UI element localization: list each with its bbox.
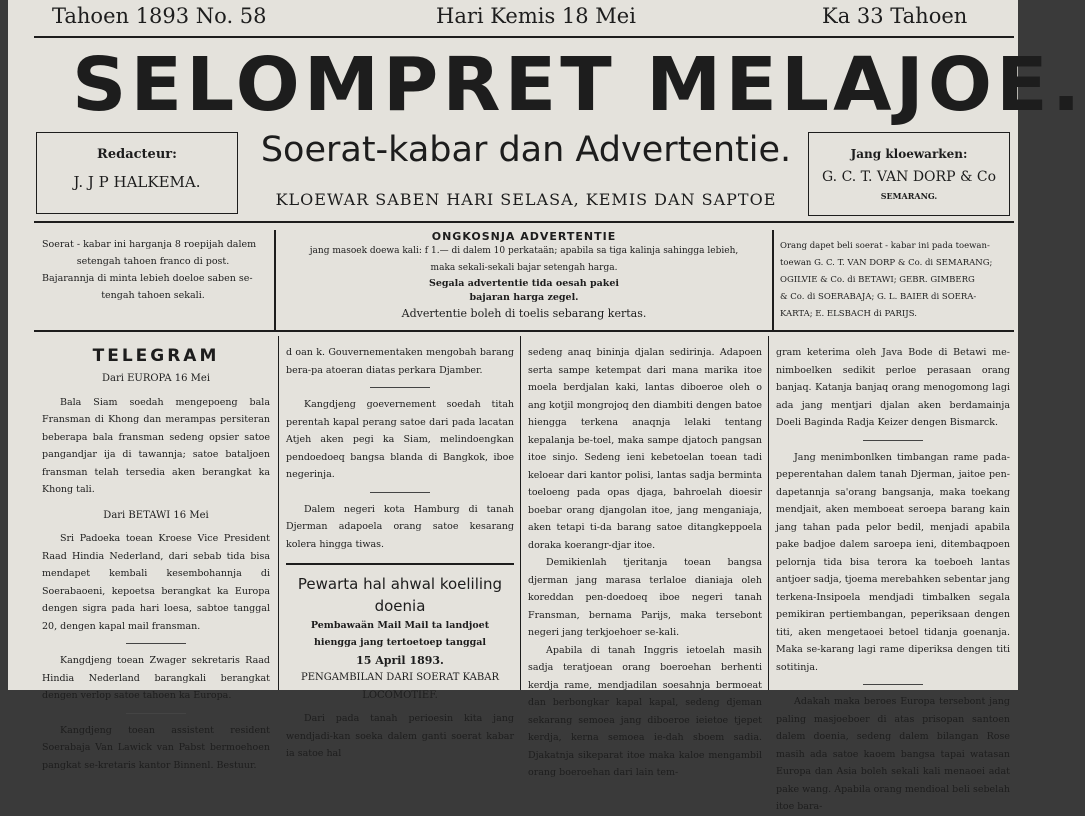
col4-paragraph-3: Adakah maka beroes Europa tersebont jang paling masjoeboer di atas prisopan santoen dalem doenia, sedeng dalem bilangan Rose masih ada satoe kaoem bangsa tapai watasan Europa dan Asia boleh sekali kali menaoei adat pake wang. Apabila orang mendioal beli sebelah itoe bara- — [776, 696, 1010, 812]
rule-under-info — [34, 330, 1014, 332]
editor-box — [36, 132, 238, 214]
col4-paragraph-1: gram keterima oleh Java Bode di Betawi me-nimboelken sedikit perloe perasaan orang banjaq. Katanja banjaq orang menogomong lagi ada jang mentjari djalan aken berdamainja Doeli Baginda Radja Keizer dengen Bismarck. — [776, 347, 1010, 428]
col3-paragraph-1: sedeng anaq bininja djalan sedirinja. Adapoen serta sampe ketempat dari mana marika itoe moela berdjalan kaki, lantas diboeroe oleh o ang kotjil mongrojoq den diambiti dengen batoe hiengga terkena anaqnja lelaki tentang kepalanja be-toel, maka sampe djatoch pangsan itoe sinjo. Sedeng ieni kebetoelan toean tadi keloear dari kantor polisi, lantas sadja berminta toeloeng pada opas djaga, bahroelah dioesir boebar orang djangolan itoe, jang menganiaja, aken tetapi ti-da barang satoe ditangkeppoela doraka koerangr-djar itoe. — [528, 347, 762, 551]
telegram-dateline-2: Dari BETAWI 16 Mei — [103, 509, 209, 521]
publisher-box — [808, 132, 1010, 216]
ad-rates-title: ONGKOSNJA ADVERTENTIE — [431, 230, 617, 243]
travel-news-sub-1: Pembawaän Mail Mail ta landjoet — [310, 619, 490, 631]
price-line-4: tengah tahoen sekali. — [101, 290, 205, 301]
col2-paragraph-3: Dalem negeri kota Hamburg di tanah Djerman adapoela orang satoe kesarang kolera hingga tiwas. — [286, 503, 514, 550]
agents-line-2: toewan G. C. T. VAN DORP & Co. di SEMARANG; — [780, 258, 993, 268]
telegram-heading: TELEGRAM — [92, 346, 220, 366]
agents-line-5: KARTA; E. ELSBACH di PARIJS. — [780, 309, 917, 319]
separator — [863, 684, 923, 685]
price-line-2: setengah tahoen franco di post. — [76, 256, 230, 267]
separator — [863, 440, 923, 441]
col2-paragraph-1: d oan k. Gouvernementaken mengobah barang bera-pa atoeran diatas perkara Djamber. — [286, 347, 514, 376]
agents-notice — [780, 238, 1014, 323]
travel-news-sub-2: hiengga jang tertoetoep tanggal — [313, 637, 487, 648]
separator — [126, 713, 186, 714]
issue-date: Hari Kemis 18 Mei — [436, 4, 636, 28]
price-line-3: Bajarannja di minta lebieh doeloe saben se- — [42, 273, 253, 284]
agents-line-4: & Co. di SOERABAJA; G. L. BAIER di SOERA- — [780, 292, 977, 302]
agents-line-3: OGILVIE & Co. di BETAWI; GEBR. GIMBERG — [780, 275, 975, 285]
editor-name: J. J P HALKEMA. — [73, 173, 201, 191]
col4-paragraph-2: Jang menimbonlken timbangan rame pada-peperentahan dalem tanah Djerman, jaitoe pen-dapetannja sa'orang bangsanja, maka toekang mendjait, aken memboeat seroepa barang kain jang tahan pada pelor bedil, menjadi apabila pake badjoe dalem saroepa ieni, ditembaqpoen pelornja tida bisa terora ka toeboeh lantas antjoer sadja, tjoema merebahken sebentar jang terkena-Insipoela mendjadi timbalken segala pemikiran pertiembangan, peperiksaan dengen titi, aken mengetaoei betoel tidanja goenanja. Maka se-karang lagi rame diperiksa dengen titi sotitinja. — [776, 451, 1010, 673]
newspaper-page — [8, 0, 1085, 812]
travel-news-source: PENGAMBILAN DARI SOERAT KABAR — [300, 672, 499, 683]
price-notice — [42, 236, 264, 304]
column-telegram — [42, 344, 270, 771]
telegram-paragraph-2: Sri Padoeka toean Kroese Vice President Raad Hindia Nederland, dari sebab tida bisa mendapet kembali kesembohannja di Soerabaoeni, kepoetsa berangkat ka Europa dengen sigra pada hari loesa, sabtoe tanggal 20, dengen kapal mail fransman. — [42, 533, 270, 632]
ad-rates-line-1: jang masoek doewa kali: f 1.— di dalem 10 perkataän; apabila sa tiga kalinja sahingga lebieh, — [309, 246, 739, 256]
agents-line-1: Orang dapet beli soerat - kabar ini pada toewan- — [780, 241, 990, 251]
editor-label: Redacteur: — [97, 147, 177, 162]
price-line-1: Soerat - kabar ini harganja 8 roepijah dalem — [42, 239, 257, 250]
publisher-city: SEMARANG. — [880, 191, 938, 201]
section-rule — [286, 563, 514, 565]
top-rule — [34, 36, 1014, 38]
col3-paragraph-2: Demikienlah tjeritanja toean bangsa djerman jang marasa terlaloe dianiaja oleh koreddan pen-doedoeq iboe negeri tanah Fransman, bernama Parijs, maka tersebont negeri jang terkjoehoer se-kali. — [528, 557, 762, 638]
travel-news-date: 15 April 1893. — [356, 653, 444, 667]
ad-rates-line-5: Advertentie boleh di toelis sebarang kertas. — [401, 307, 647, 320]
column-divider-2 — [520, 336, 521, 690]
rule-under-masthead — [34, 221, 1014, 223]
telegram-paragraph-4: Kangdjeng toean assistent resident Soerabaja Van Lawick van Pabst bermoehoen pangkat se-kretaris kantor Binnenl. Bestuur. — [42, 724, 270, 771]
telegram-paragraph-1: Bala Siam soedah mengepoeng bala Fransman di Khong dan merampas persiteran beberapa bala fransman sedeng opsier satoe pangandjar ija di tawannja; satoe bataljoen fransman telah tersedia aken berangkat ka Khong tali. — [42, 396, 270, 495]
publisher-label: Jang kloewarken: — [850, 147, 968, 161]
col2-paragraph-2: Kangdjeng goevernement soedah titah perentah kapal perang satoe dari pada lacatan Atjeh aken pegi ka Siam, melindoengkan pendoedoeq bangsa blanda di Bangkok, iboe negerinja. — [286, 399, 514, 480]
publisher-name: G. C. T. VAN DORP & Co — [821, 169, 996, 185]
column-two — [286, 344, 514, 759]
schedule-line: KLOEWAR SABEN HARI SELASA, KEMIS DAN SAPTOE — [275, 190, 777, 209]
column-four — [776, 344, 1010, 812]
separator — [370, 492, 430, 493]
masthead-title: SELOMPRET MELAJOE. — [72, 42, 1085, 128]
telegram-paragraph-3: Kangdjeng toean Zwager sekretaris Raad Hindia Nederland barangkali berangkat dengen verlop satoe tahoen ka Europa. — [42, 655, 270, 701]
travel-news-source-name: LOCOMOTIEF. — [362, 689, 438, 701]
column-divider-1 — [278, 336, 279, 690]
travel-news-heading: Pewarta hal ahwal koeliling doenia — [297, 574, 503, 615]
subtitle: Soerat-kabar dan Advertentie. — [260, 130, 792, 170]
col2-paragraph-4: Dari pada tanah perioesin kita jang wendjadi-kan soeka dalem ganti soerat kabar ia satoe hal — [286, 713, 514, 759]
info-divider-left — [274, 230, 276, 330]
telegram-dateline-1: Dari EUROPA 16 Mei — [101, 373, 211, 384]
column-three — [528, 344, 762, 778]
info-divider-right — [772, 230, 774, 330]
ad-rates-line-2: maka sekali-sekali bajar setengah harga. — [430, 263, 618, 273]
advertisement-rates — [280, 230, 768, 323]
ad-rates-line-4: bajaran harga zegel. — [469, 292, 579, 303]
col3-paragraph-3: Apabila di tanah Inggris ietoelah masih sadja teratjoean orang boeroehan berhenti kerdja rame, mendjadilan soesahnja bermoeat dan berbongkar kapal kapal, sedeng djeman sekarang semoea jang diboeroe ieietoe tjepet kerdja, kerna semoea ie-dah sboem sadia. Djakatnja sikeparat itoe maka kaloe mengambil orang boeroehan dari lain tem- — [528, 644, 762, 778]
year-number: Tahoen 1893 No. 58 — [52, 4, 267, 28]
separator — [370, 387, 430, 388]
volume-year: Ka 33 Tahoen — [822, 4, 968, 28]
ad-rates-line-3: Segala advertentie tida oesah pakei — [428, 278, 620, 289]
column-divider-3 — [768, 336, 769, 690]
separator — [126, 643, 186, 644]
